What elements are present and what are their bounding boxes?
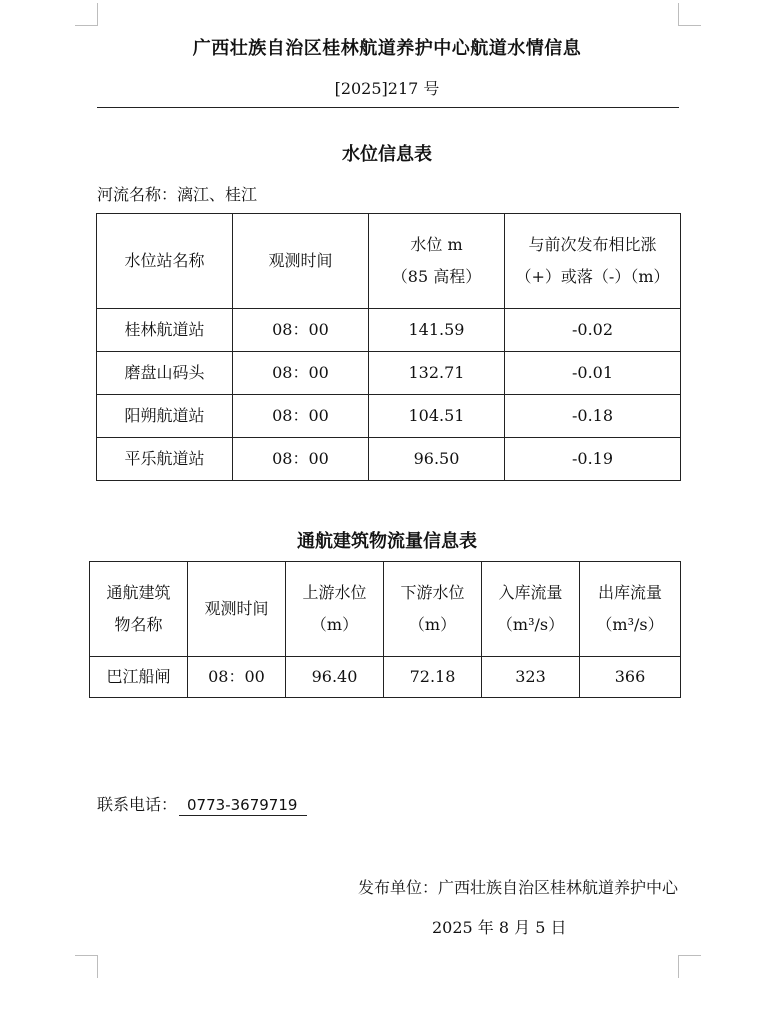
time-cell: 08：00 [188, 657, 286, 698]
table-row [90, 657, 681, 698]
document-number: [2025]217 号 [334, 79, 440, 98]
level-cell: 104.51 [369, 395, 505, 438]
change-cell: -0.19 [505, 438, 681, 481]
header-change: 与前次发布相比涨 （+）或落（-）（m） [505, 214, 681, 309]
table-row [97, 438, 681, 481]
header-divider [97, 107, 679, 108]
header-time: 观测时间 [233, 214, 369, 309]
publish-date: 2025 年 8 月 5 日 [432, 918, 567, 937]
crop-mark-top-left [75, 3, 98, 26]
change-cell: -0.18 [505, 395, 681, 438]
table-row [97, 309, 681, 352]
upstream-level-cell: 96.40 [286, 657, 384, 698]
change-cell: -0.02 [505, 309, 681, 352]
downstream-level-cell: 72.18 [384, 657, 482, 698]
level-cell: 132.71 [369, 352, 505, 395]
publisher: 发布单位：广西壮族自治区桂林航道养护中心 [357, 878, 678, 897]
inflow-cell: 323 [482, 657, 580, 698]
header-upstream-level: 上游水位 （m） [286, 562, 384, 657]
header-structure-name: 通航建筑 物名称 [90, 562, 188, 657]
time-cell: 08：00 [233, 438, 369, 481]
change-cell: -0.01 [505, 352, 681, 395]
table-header-row [97, 214, 681, 309]
phone-number: 0773-3679719 [179, 796, 307, 816]
crop-mark-bottom-right [678, 955, 701, 978]
time-cell: 08：00 [233, 309, 369, 352]
header-downstream-level: 下游水位 （m） [384, 562, 482, 657]
crop-mark-bottom-left [75, 955, 98, 978]
header-level: 水位 m （85 高程） [369, 214, 505, 309]
station-cell: 桂林航道站 [97, 309, 233, 352]
header-time: 观测时间 [188, 562, 286, 657]
header-station: 水位站名称 [97, 214, 233, 309]
level-cell: 96.50 [369, 438, 505, 481]
contact-line [97, 792, 307, 815]
crop-mark-top-right [678, 3, 701, 26]
table-row [97, 352, 681, 395]
station-cell: 磨盘山码头 [97, 352, 233, 395]
structure-name-cell: 巴江船闸 [90, 657, 188, 698]
water-level-table [96, 213, 681, 481]
time-cell: 08：00 [233, 352, 369, 395]
flow-table-title: 通航建筑物流量信息表 [297, 531, 477, 552]
document-title: 广西壮族自治区桂林航道养护中心航道水情信息 [192, 38, 582, 59]
station-cell: 阳朔航道站 [97, 395, 233, 438]
water-level-table-title: 水位信息表 [342, 144, 432, 165]
level-cell: 141.59 [369, 309, 505, 352]
time-cell: 08：00 [233, 395, 369, 438]
header-outflow: 出库流量 （m³/s） [580, 562, 681, 657]
table-header-row [90, 562, 681, 657]
river-name: 河流名称：漓江、桂江 [97, 185, 258, 204]
flow-table [89, 561, 681, 698]
header-inflow: 入库流量 （m³/s） [482, 562, 580, 657]
contact-label: 联系电话： [97, 795, 178, 814]
station-cell: 平乐航道站 [97, 438, 233, 481]
outflow-cell: 366 [580, 657, 681, 698]
table-row [97, 395, 681, 438]
